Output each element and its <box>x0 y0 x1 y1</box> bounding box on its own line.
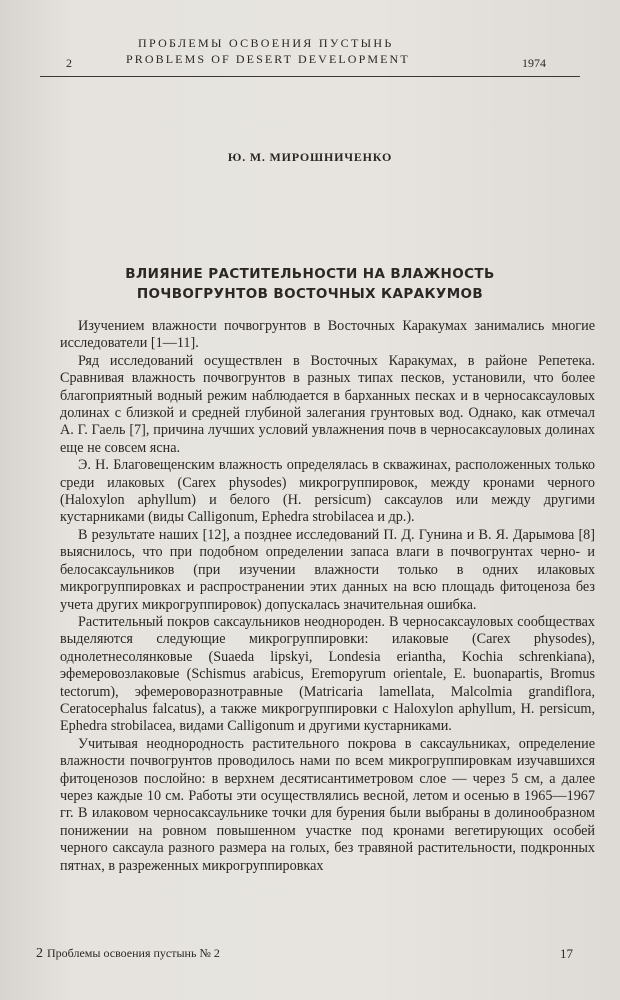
header-page-number: 2 <box>66 56 72 70</box>
article-body <box>60 318 595 875</box>
running-head <box>0 32 620 76</box>
article-title <box>60 264 560 304</box>
signature-number: 2 <box>36 946 43 961</box>
article-title-line-2: ПОЧВОГРУНТОВ ВОСТОЧНЫХ КАРАКУМОВ <box>136 286 484 302</box>
footer-page-number: 17 <box>560 946 573 961</box>
article-title-line-1: ВЛИЯНИЕ РАСТИТЕЛЬНОСТИ НА ВЛАЖНОСТЬ <box>125 266 495 282</box>
article-author: Ю. М. МИРОШНИЧЕНКО <box>227 150 393 164</box>
paragraph: В результате наших [12], а позднее исследований П. Д. Гунина и В. Я. Дарымова [8] выяснилось, что при подобном определении запаса влаги в почвогрунтах черно- и белосаксаульников (при изучении влажности только в одних илаковых микрогруппировках и распространении этих данных на всю площадь фитоценоза без учета других микрогруппировок) допускалась значительная ошибка. <box>60 526 595 613</box>
header-year: 1974 <box>522 56 546 70</box>
page-footer <box>0 946 620 966</box>
journal-title-english: PROBLEMS OF DESERT DEVELOPMENT <box>126 52 410 66</box>
paragraph: Растительный покров саксаульников неоднороден. В черносаксауловых сообществах выделяются следующие микрогруппировки: илаковые (Carex physodes), однолетнесолянковые (Suaeda lipskyi, Londesia eriantha, Kochia schrenkiana), эфемеровозлаковые (Schismus arabicus, Eremopyrum orientale, E. buonapartis, Bromus tectorum), эфемероворазнотравные (Matricaria lamellata, Malcolmia grandiflora, Ceratocephalus falcatus), а также микрогруппировки с Haloxylon aphyllum, H. persicum, Ephedra strobilacea, видами Calligonum и другими кустарниками. <box>60 613 595 735</box>
header-rule <box>40 76 580 77</box>
journal-title-russian: ПРОБЛЕМЫ ОСВОЕНИЯ ПУСТЫНЬ <box>138 36 394 50</box>
paragraph: Ряд исследований осуществлен в Восточных Каракумах, в районе Репетека. Сравнивая влажность почвогрунтов в разных типах песков, установили, что более благоприятный водный режим наблюдается в барханных песках и в черносаксауловых долинах с близкой и средней глубиной залегания грунтовых вод. Однако, как отмечал А. Г. Гаель [7], причина лучших условий увлажнения почв в черносаксауловых долинах еще не совсем ясна. <box>60 352 595 456</box>
paragraph: Учитывая неоднородность растительного покрова в саксаульниках, определение влажности почвогрунтов проводилось нами по всем микрогруппировкам изучавшихся фитоценозов послойно: в верхнем десятисантиметровом слое — через 5 см, а далее через каждые 10 см. Работы эти осуществлялись весной, летом и осенью в 1965—1967 гг. В илаковом черносаксаульнике точки для бурения были выбраны в долинообразном понижении на ровном повышенном участке под кронами вегетирующих особей черного саксаула разного размера на голых, без травяной растительности, подкронных пятнах, в разреженных микрогруппировках <box>60 735 595 874</box>
paragraph: Э. Н. Благовещенским влажность определялась в скважинах, расположенных только среди илаковых (Carex physodes) микрогруппировок, между кронами черного (Haloxylon aphyllum) и белого (H. persicum) саксаулов или между другими кустарниками (виды Calligonum, Ephedra strobilacea и др.). <box>60 457 595 526</box>
footer-signature <box>36 946 220 962</box>
signature-text: Проблемы освоения пустынь № 2 <box>47 946 220 960</box>
paragraph: Изучением влажности почвогрунтов в Восточных Каракумах занимались многие исследователи [1—11]. <box>60 318 595 352</box>
